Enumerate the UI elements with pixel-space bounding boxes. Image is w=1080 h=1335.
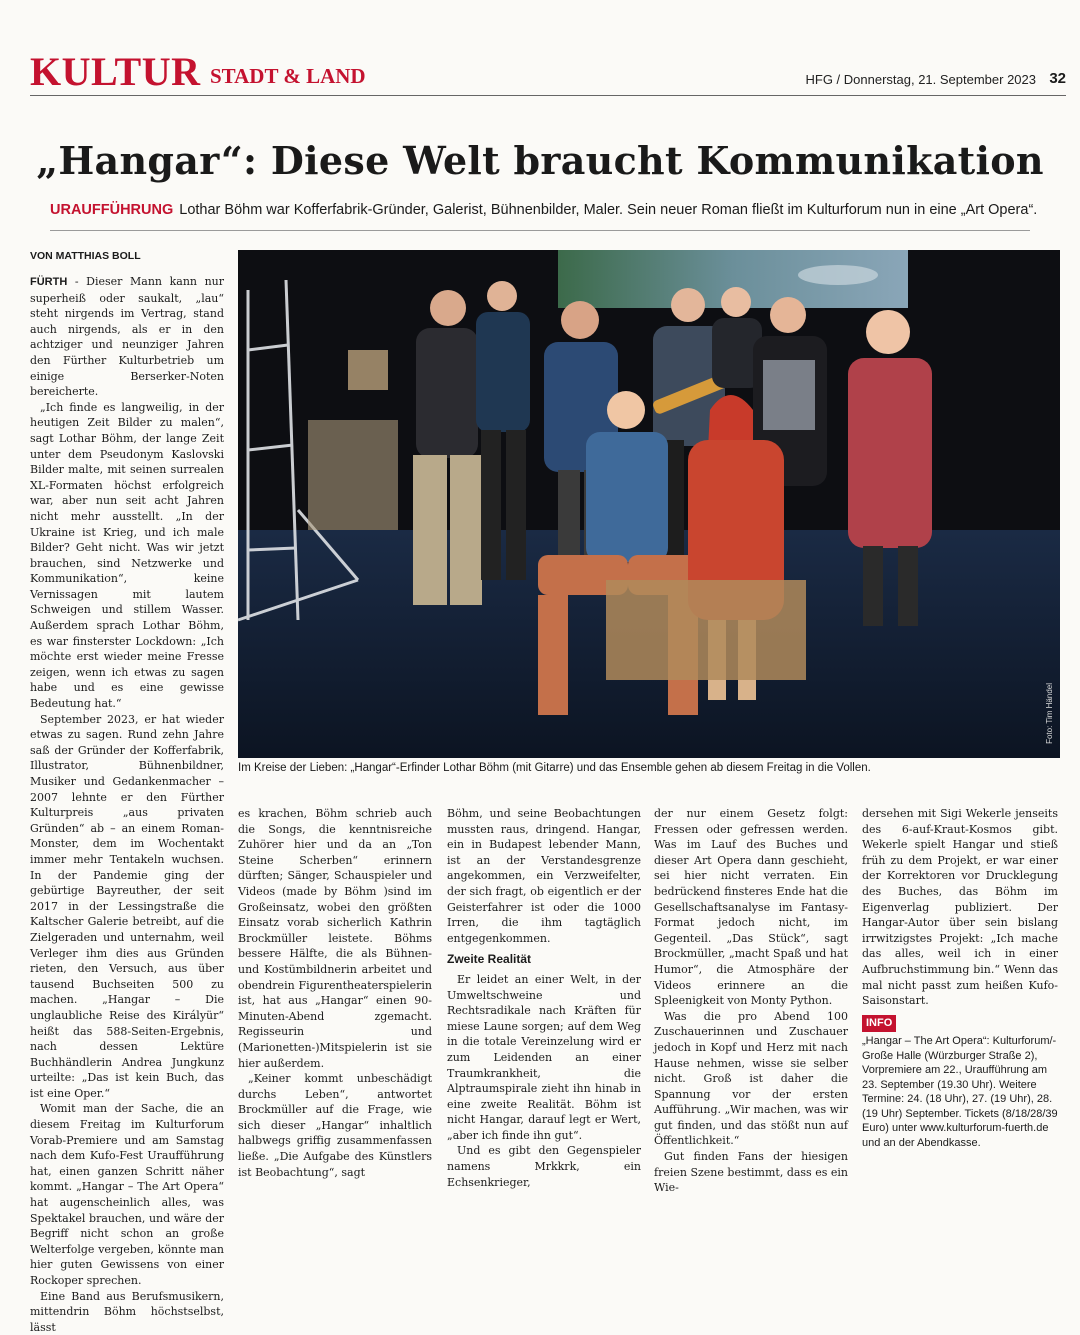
paragraph-text: - Dieser Mann kann nur superheiß oder saukalt, „lau“ steht nirgends im Vertrag, stand auch nirgends, als er in den achtziger und neunziger Jahren den Fürther Kulturbetrieb um einige Berserker-Noten bereicherte.	[30, 275, 224, 399]
paragraph: September 2023, er hat wieder etwas zu sagen. Rund zehn Jahre saß der Gründer der Kofferfabrik, Illustrator, Bühnenbildner, Musiker und Gedankenmacher – 2007 lehnte er den Fürther Kulturpreis „aus privaten Gründen“ ab – an einem Roman-Monster, dem im Wochentakt immer mehr Tentakeln wuchsen. In der Pandemie ging der gebürtige Bayreuther, der seit 2017 in der Lessingstraße die Kaltscher Galerie betreibt, auf die Zielgeraden und unternahm, weil Verleger ihm dies aus Gründen rieten, den Versuch, aus über tausend Buchseiten 500 zu machen. „Hangar – Die unglaubliche Reise des Királyür“ heißt das 588-Seiten-Ergebnis, nach dessen Lektüre Buchhändlerin Andrea Jungkunz urteilte: „Das ist kein Buch, das ist eine Oper.“	[30, 712, 224, 1100]
paragraph: Eine Band aus Berufsmusikern, mittendrin Böhm höchstselbst, lässt	[30, 1289, 224, 1334]
text-column-2	[238, 806, 432, 1179]
paragraph: Böhm, und seine Beobachtungen mussten raus, dringend. Hangar, ein in Budapest lebender Mann, ist an der Verstandesgrenze angekommen, ein Verzweifelter, der sich fragt, ob eigentlich er der Geisterfahrer ist oder die 1000 Irren, die ihm tagtäglich entgegenkommen.	[447, 807, 641, 945]
text-column-4	[654, 806, 848, 1195]
subheadline	[50, 202, 1050, 218]
headline: „Hangar“: Diese Welt braucht Kommunikation	[36, 138, 1044, 183]
paragraph	[30, 274, 224, 400]
section-title: KULTUR	[30, 49, 201, 94]
photo-caption: Im Kreise der Lieben: „Hangar“-Erfinder Lothar Böhm (mit Gitarre) und das Ensemble gehen ab diesem Freitag in die Vollen.	[238, 762, 871, 774]
text-column-1	[30, 274, 224, 1334]
page-number: 32	[1049, 70, 1066, 87]
paragraph: der nur einem Gesetz folgt: Fressen oder gefressen werden. Was im Lauf des Buches und dieser Art Opera dann geschieht, sei hier nicht verraten. Ein bedrückend finsteres Ende hat die Gesellschaftsanalyse im Fantasy-Format jedoch nicht, im Gegenteil. „Das Stück“, sagt Brockmüller, „macht Spaß und hat Humor“, die Atmosphäre der Videos erinnere an die Spleenigkeit von Monty Python.	[654, 807, 848, 1008]
intermediate-heading: Zweite Realität	[447, 952, 532, 967]
wooden-crate	[606, 580, 806, 680]
info-badge: INFO	[862, 1015, 896, 1033]
paragraph: Und es gibt den Gegenspieler namens Mrkkrk, ein Echsenkrieger,	[447, 1144, 641, 1189]
kicker: URAUFFÜHRUNG	[50, 202, 174, 218]
paragraph: „Ich finde es langweilig, in der heutigen Zeit Bilder zu malen“, sagt Lothar Böhm, der lange Zeit unter dem Pseudonym Kaslovski Bilder malte, mit seinen surrealen XL-Formaten höchst erfolgreich war, aber nun seit acht Jahren nicht mehr ausstellt. „In der Ukraine ist Krieg, und ich male Bilder? Geht nicht. Was wir jetzt brauchen, sind Netzwerke und Kommunikation“, keine Vernissagen mit lautem Schweigen und stillem Wasser. Außerdem sprach Lothar Böhm, es war finsterster Lockdown: „Ich möchte erst wieder meine Fresse zeigen, wenn ich etwas zu sagen habe und es eine gewisse Bedeutung hat.“	[30, 400, 224, 711]
paragraph: Er leidet an einer Welt, in der Umweltschweine und Rechtsradikale nach Kräften für miese Laune sorgen; auf dem Weg in die totale Vereinzelung wird er zum Leidenden an einer Traumkrankheit, die Alptraumspirale zieht ihn hinab in eine zweite Realität. Böhm ist nicht Hangar, darauf legt er Wert, „aber ich finde ihn gut“.	[447, 972, 641, 1142]
paragraph: dersehen mit Sigi Wekerle jenseits des 6-auf-Kraut-Kosmos gibt. Wekerle spielt Hangar und stieß früh zu dem Projekt, er war einer der Korrektoren vor Drucklegung des Buches, das Böhm im Eigenverlag publiziert. Der Hangar-Autor über sein bislang irrwitzigstes Projekt: „Ich mache das alles, weil ich in einer Aufbruchstimmung bin.“ Wenn das mal nicht passt zum heißen Kufo-Saisonstart.	[862, 807, 1058, 1008]
byline: VON MATTHIAS BOLL	[30, 250, 141, 262]
page-header	[30, 46, 1066, 96]
paragraph: Was die pro Abend 100 Zuschauerinnen und Zuschauer jedoch in Kopf und Herz mit nach Hause nehmen, wisse sie selber nicht. Groß ist daher die Spannung vor der ersten Aufführung. „Wir machen, was wir gut finden, und das stößt nun auf Öffentlichkeit.“	[654, 1009, 848, 1148]
subsection-title: STADT & LAND	[210, 64, 366, 88]
dateline: HFG / Donnerstag, 21. September 2023	[805, 72, 1036, 87]
photo-illustration	[238, 250, 1060, 758]
text-column-3	[447, 806, 641, 1189]
header-rule	[30, 95, 1066, 96]
text-column-5	[862, 806, 1058, 1149]
paragraph: „Keiner kommt unbeschädigt durchs Leben“, antwortet Brockmüller auf die Frage, wie sich dieser „Hangar“ inhaltlich halbwegs griffig zusammenfassen ließe. „Die Aufgabe des Künstlers ist Beobachtung“, sagt	[238, 1072, 432, 1179]
subhead-text: Lothar Böhm war Kofferfabrik-Gründer, Galerist, Bühnenbilder, Maler. Sein neuer Roman fließt im Kulturforum nun in eine „Art Opera“.	[179, 202, 1038, 218]
paragraph: Womit man der Sache, die an diesem Freitag im Kulturforum Vorab-Premiere und am Samstag nach dem Kufo-Fest Uraufführung hat, einen ganzen Schritt näher kommt. „Hangar – The Art Opera“ hat augenscheinlich alles, was Spektakel brauchen, und wäre der Begriff nicht schon an große Welterfolge vergeben, könnte man hier guten Gewissens von einer Rockoper sprechen.	[30, 1102, 224, 1287]
ensemble-photo	[238, 250, 1060, 758]
info-box-text: „Hangar – The Art Opera“: Kulturforum/-Große Halle (Würzburger Straße 2), Vorpremiere am 22., Uraufführung am 23. September (19.30 Uhr). Weitere Termine: 24. (18 Uhr), 27. (19 Uhr), 28. (19 Uhr) September. Tickets (8/18/28/39 Euro) unter www.kulturforum-fuerth.de und an der Abendkasse.	[862, 1035, 1058, 1149]
dateline-place: FÜRTH	[30, 276, 68, 288]
photo-credit: Foto: Tim Händel	[1045, 683, 1054, 744]
subhead-rule	[50, 230, 1030, 231]
paragraph: es krachen, Böhm schrieb auch die Songs, die kenntnisreiche Zuhörer hier und da an „Ton Steine Scherben“ erinnern dürften; Sänger, Schauspieler und Videos (made by Böhm )sind im Großeinsatz, wobei den größten Einsatz vorab sicherlich Kathrin Brockmüller leistete. Böhms bessere Hälfte, die als Bühnen- und Kostümbildnerin arbeitet und obendrein Figurentheaterspielerin ist, hat aus „Hangar“ einen 90-Minuten-Abend zgemacht. Regisseurin und (Marionetten-)Mitspielerin ist sie hier außerdem.	[238, 807, 432, 1070]
paragraph: Gut finden Fans der hiesigen freien Szene bestimmt, dass es ein Wie-	[654, 1150, 848, 1195]
